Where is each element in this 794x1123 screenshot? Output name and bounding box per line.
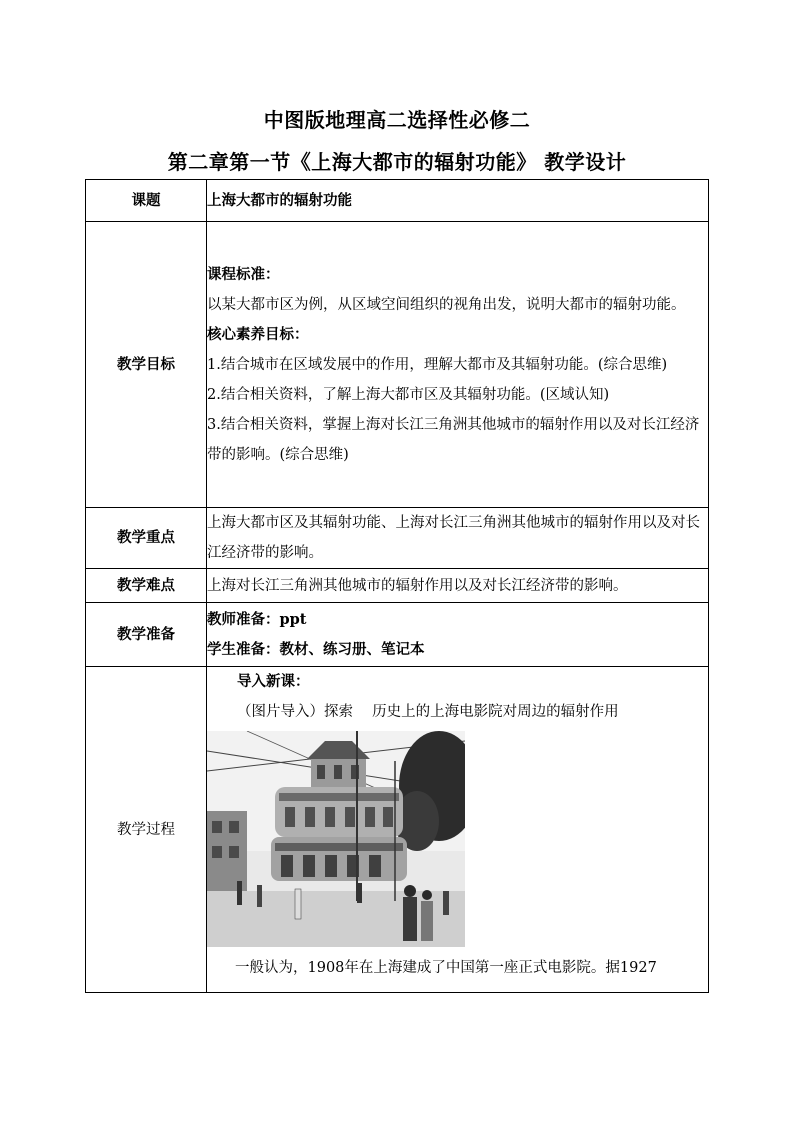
table-row-difficulties: [86, 569, 709, 603]
row-label-process: 教学过程: [86, 667, 207, 993]
objective-item: 2.结合相关资料，了解上海大都市区及其辐射功能。(区域认知): [207, 386, 610, 403]
table-row-objectives: [86, 222, 709, 508]
historical-cinema-photo: [207, 731, 465, 947]
row-label-key-points: 教学重点: [86, 508, 207, 569]
difficulties-value: 上海对长江三角洲其他城市的辐射作用以及对长江经济带的影响。: [207, 569, 709, 603]
process-cell: [207, 667, 709, 993]
row-label-objectives: 教学目标: [86, 222, 207, 508]
literacy-heading: 核心素养目标：: [207, 325, 309, 343]
table-row-preparation: [86, 603, 709, 667]
student-preparation: 学生准备：教材、练习册、笔记本: [207, 640, 425, 658]
teacher-preparation: 教师准备：ppt: [207, 610, 307, 628]
key-points-value: 上海大都市区及其辐射功能、上海对长江三角洲其他城市的辐射作用以及对长江经济带的影响。: [207, 508, 709, 569]
table-row-key-points: [86, 508, 709, 569]
document-subtitle: 第二章第一节《上海大都市的辐射功能》 教学设计: [167, 150, 627, 174]
process-paragraph: 一般认为，1908年在上海建成了中国第一座正式电影院。据1927: [235, 960, 657, 976]
standard-text: 以某大都市区为例，从区域空间组织的视角出发，说明大都市的辐射功能。: [207, 296, 686, 313]
standard-heading: 课程标准：: [207, 265, 280, 283]
document-title: 中图版地理高二选择性必修二: [263, 108, 531, 132]
table-row-process: [86, 667, 709, 993]
objectives-cell: [207, 222, 709, 508]
table-row-topic: [86, 180, 709, 222]
row-label-difficulties: 教学难点: [86, 569, 207, 603]
topic-value: 上海大都市的辐射功能: [207, 180, 709, 222]
objective-item: 3.结合相关资料，掌握上海对长江三角洲其他城市的辐射作用以及对长江经济带的影响。(综合思维): [207, 416, 700, 463]
lesson-plan-table: [85, 179, 709, 993]
objective-item: 1.结合城市在区域发展中的作用，理解大都市及其辐射功能。(综合思维): [207, 356, 668, 373]
preparation-cell: [207, 603, 709, 667]
row-label-topic: 课题: [86, 180, 207, 222]
row-label-preparation: 教学准备: [86, 603, 207, 667]
intro-heading: 导入新课：: [237, 673, 310, 690]
intro-line: （图片导入）探索 历史上的上海电影院对周边的辐射作用: [237, 704, 619, 720]
